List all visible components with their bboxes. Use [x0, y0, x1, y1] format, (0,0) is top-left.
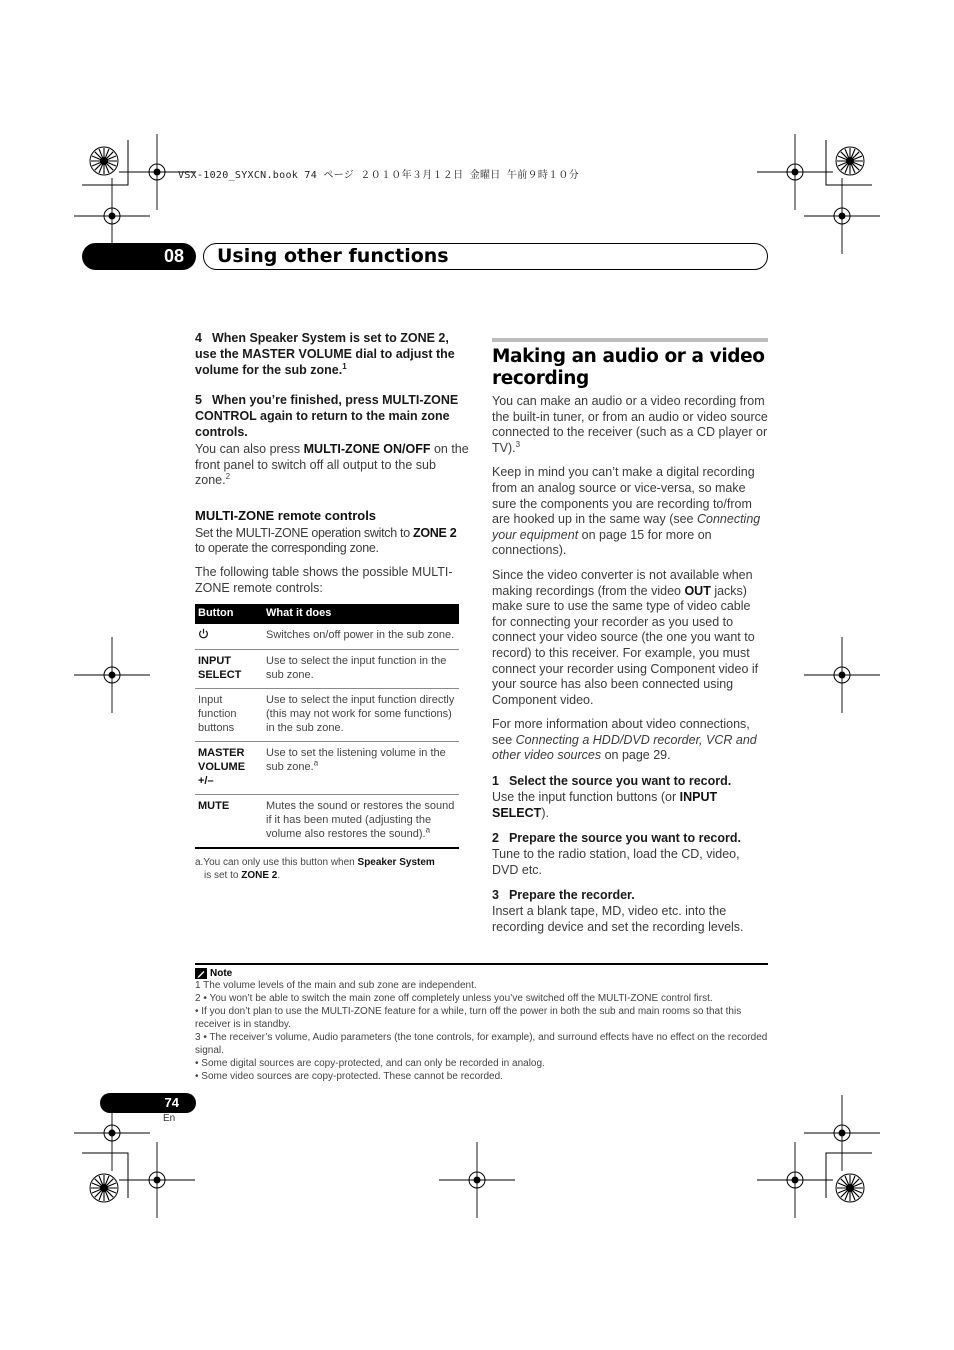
recording-para-4	[492, 717, 768, 764]
table-footnote-ref[interactable]: a	[313, 758, 319, 768]
text-run: You can make an audio or a video recording from the built-in tuner, or from an audio or video source connected to the receiver (such as a CD player or TV).	[492, 394, 768, 455]
button-cell: MASTER VOLUME +/–	[195, 742, 263, 795]
recording-step-2	[492, 830, 768, 846]
column-header-what-it-does: What it does	[263, 604, 459, 624]
recording-para-3	[492, 568, 768, 708]
recording-para-1	[492, 394, 768, 456]
footnote: 2 • You won’t be able to switch the main zone off completely unless you’ve switched off the MULTI-ZONE control first.	[195, 993, 713, 1004]
table-footnote	[195, 856, 469, 882]
table-row	[195, 742, 459, 795]
text-run: .	[277, 870, 281, 882]
registration-cross-5	[74, 637, 150, 713]
cross-reference-link[interactable]: Connecting your equipment	[492, 512, 761, 542]
section-title: Making an audio or a video recording	[492, 346, 765, 389]
footnote: • If you don’t plan to use the MULTI-ZONE feature for a while, turn off the power in both the sub and main rooms so that this receiver is in standby.	[195, 1006, 742, 1030]
text-run: Use to set the listening volume in the sub zone.	[266, 747, 446, 774]
notes-label-text: Note	[210, 968, 233, 979]
text-run: Since the video converter is not available when making recordings (from the video	[492, 567, 753, 598]
step-5	[195, 392, 469, 440]
step-4	[195, 330, 469, 378]
step-5-number: 5	[195, 393, 202, 407]
text-run: For more information about video connections, see	[492, 717, 750, 747]
section-rule	[492, 338, 768, 342]
power-icon	[198, 628, 209, 639]
footnote-ref-1[interactable]: 1	[342, 361, 347, 371]
table-row	[195, 689, 459, 742]
button-cell: Input function buttons	[195, 689, 263, 742]
notes-section	[195, 963, 768, 1083]
remote-para-2: The following table shows the possible MULTI-ZONE remote controls:	[195, 564, 453, 595]
button-cell	[195, 624, 263, 650]
text-run: ).	[541, 805, 549, 820]
notes-label	[195, 968, 768, 979]
recording-para-2	[492, 465, 768, 559]
registration-cross-2	[757, 134, 833, 210]
description-cell: Use to select the input function in the sub zone.	[263, 650, 459, 689]
registration-cross-4	[804, 178, 880, 254]
speaker-system-label: Speaker System	[357, 857, 435, 869]
text-run: on the front panel to switch off all output to the sub zone.	[195, 442, 469, 488]
button-cell: MUTE	[195, 795, 263, 849]
remote-controls-table	[195, 604, 459, 849]
registration-star-bottom-left	[90, 1174, 118, 1202]
registration-star-top-right	[836, 147, 864, 175]
step-text: Prepare the recorder.	[508, 888, 635, 903]
text-run: You can also press	[195, 442, 304, 456]
cross-reference-link[interactable]: Connecting a HDD/DVD recorder, VCR and other video sources	[492, 732, 757, 763]
step-4-number: 4	[195, 331, 202, 345]
chapter-number-badge: 08	[82, 243, 196, 270]
step-5-text: When you’re finished, press MULTI-ZONE CONTROL again to return to the main zone controls.	[195, 393, 459, 439]
description-cell	[263, 742, 459, 795]
text-run: is set to	[204, 870, 242, 882]
step-number: 1	[492, 774, 499, 789]
text-run: on page 15 for more on connections).	[492, 527, 712, 558]
footnote: • Some video sources are copy-protected. These cannot be recorded.	[195, 1071, 503, 1082]
text-run: Set the MULTI-ZONE operation switch to	[195, 525, 414, 540]
registration-cross-9	[119, 1142, 195, 1218]
button-cell: INPUT SELECT	[195, 650, 263, 689]
recording-step-3-body: Insert a blank tape, MD, video etc. into the recording device and set the recording levels.	[492, 904, 744, 935]
description-cell: Use to select the input function directly (this may not work for some functions) in the sub zone.	[263, 689, 459, 742]
text-run: jacks) make sure to use the same type of video cable for connecting your recorder as you used to connect your video source (the one you want to record) to this receiver. For example, you must connect your recorder using Component video if your source has also been connected using Component video.	[492, 583, 759, 707]
footnote: 3 • The receiver’s volume, Audio parameters (the tone controls, for example), and surround effects have no effect on the recorded signal.	[195, 1032, 768, 1056]
recording-step-2-body: Tune to the radio station, load the CD, video, DVD etc.	[492, 847, 740, 877]
table-header-row	[195, 604, 459, 624]
footnote: • Some digital sources are copy-protected, and can only be recorded in analog.	[195, 1058, 545, 1069]
chapter-title: Using other functions	[217, 245, 449, 267]
left-column	[195, 330, 469, 882]
step-5-body	[195, 442, 469, 489]
registration-cross-11	[757, 1142, 833, 1218]
pencil-note-icon	[195, 968, 207, 979]
footnote-ref-3[interactable]: 3	[515, 439, 521, 449]
description-cell: Switches on/off power in the sub zone.	[263, 624, 459, 650]
print-header: VSX-1020_SYXCN.book 74 ページ ２０１０年３月１２日 金曜日 午前９時１０分	[178, 170, 580, 181]
table-footnote-ref[interactable]: a	[425, 825, 431, 835]
footnote-ref-2[interactable]: 2	[225, 472, 231, 482]
step-number: 2	[492, 831, 499, 846]
table-row	[195, 795, 459, 849]
table-row	[195, 650, 459, 689]
footnote: 1 The volume levels of the main and sub zone are independent.	[195, 980, 477, 991]
page-language: En	[163, 1113, 176, 1124]
out-label: OUT	[684, 583, 711, 598]
registration-cross-10	[439, 1142, 515, 1218]
recording-step-1	[492, 773, 768, 789]
recording-step-1-body	[492, 790, 768, 821]
remote-controls-heading: MULTI-ZONE remote controls	[195, 507, 377, 523]
remote-para-1	[195, 526, 469, 557]
recording-step-3	[492, 887, 768, 903]
zone-2-label: ZONE 2	[241, 870, 278, 882]
right-column	[492, 338, 768, 945]
multi-zone-on-off-label: MULTI-ZONE ON/OFF	[303, 442, 431, 456]
page-number-badge: 74	[100, 1093, 196, 1113]
text-run: on page 29.	[601, 748, 671, 763]
column-header-button: Button	[195, 604, 263, 624]
text-run: to operate the corresponding zone.	[195, 541, 379, 556]
step-4-text: When Speaker System is set to ZONE 2, use the MASTER VOLUME dial to adjust the volume for the sub zone.	[195, 331, 455, 377]
zone-2-label: ZONE 2	[413, 525, 457, 540]
notes-rule	[195, 963, 768, 965]
step-text: Select the source you want to record.	[508, 774, 732, 789]
text-run: Mutes the sound or restores the sound if it has been muted (adjusting the volume also restores the sound).	[266, 800, 455, 841]
text-run: a.You can only use this button when	[195, 857, 358, 869]
description-cell	[263, 795, 459, 849]
text-run: Use the input function buttons (or	[492, 790, 680, 805]
input-select-label: INPUT SELECT	[492, 790, 718, 820]
registration-cross-6	[804, 637, 880, 713]
step-text: Prepare the source you want to record.	[508, 831, 741, 846]
registration-cross-8	[804, 1095, 880, 1171]
registration-star-bottom-right	[836, 1174, 864, 1202]
registration-star-top-left	[90, 147, 118, 175]
text-run: Keep in mind you can’t make a digital recording from an analog source or vice-versa, so make sure the components you are recording to/from are hooked up in the same way (see	[492, 465, 755, 527]
table-row	[195, 624, 459, 650]
step-number: 3	[492, 888, 499, 903]
chapter-title-bar	[203, 243, 768, 270]
